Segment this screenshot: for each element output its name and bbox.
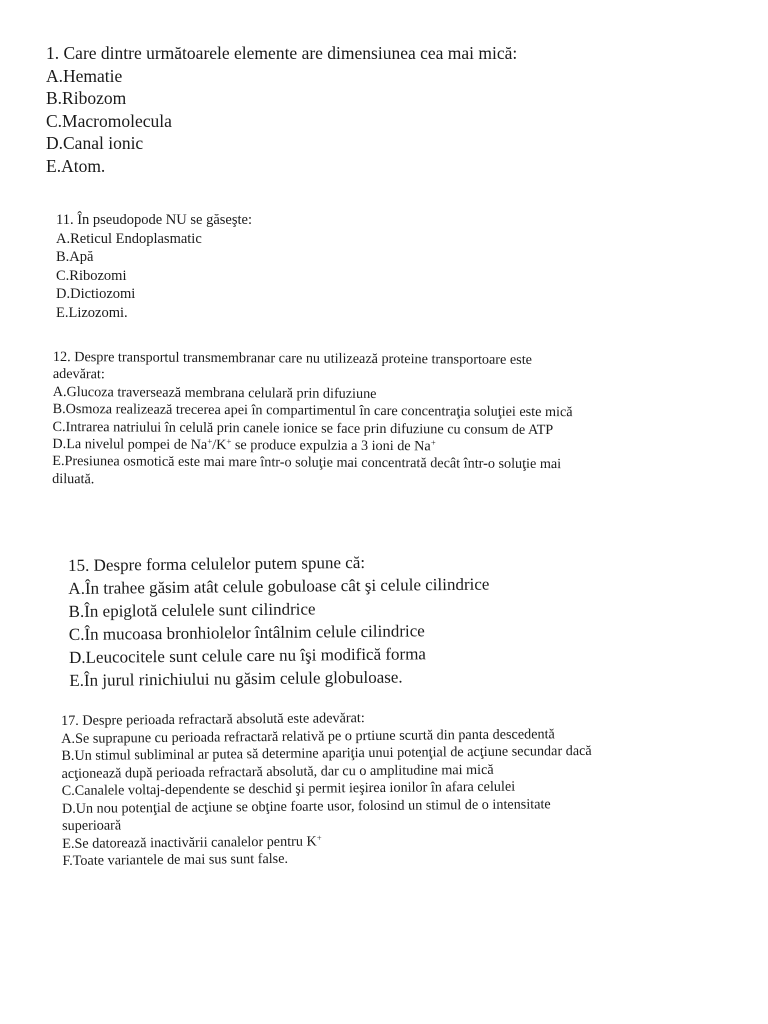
option-d: D.Dictiozomi <box>56 286 136 302</box>
question-1 <box>46 42 517 177</box>
question-11 <box>56 211 252 322</box>
superscript-plus: + <box>207 436 213 447</box>
superscript-plus: + <box>430 437 436 448</box>
option-b: B.Apă <box>56 249 94 265</box>
question-stem-line-1: 12. Despre transportul transmembranar care nu utilizează proteine transportoare este <box>52 349 533 368</box>
option-e: E.Atom. <box>46 155 106 176</box>
option-d-text-3: se produce expulzia a 3 ioni de Na <box>231 437 431 455</box>
option-e-line-2: diluată. <box>52 470 95 488</box>
option-d-line-1: D.Un nou potenţial de acţiune se obţine foarte usor, folosind un stimul de o intensitate <box>61 795 551 817</box>
option-d-text-1: D.La nivelul pompei de Na <box>52 436 208 453</box>
option-d: D.Leucocitele sunt celule care nu îşi modifică forma <box>68 644 427 667</box>
option-a: A.Hematie <box>46 65 123 86</box>
question-17 <box>61 708 593 871</box>
option-c: C.Macromolecula <box>46 110 172 131</box>
option-e-text: E.Se datorează inactivării canalelor pentru K <box>62 833 317 852</box>
option-a: A.Se suprapune cu perioada refractară relativă pe o prtiune scurtă din panta descedentă <box>61 725 555 747</box>
superscript-plus: + <box>316 832 322 843</box>
option-e-line-1: E.Presiunea osmotică este mai mare într-o soluţie mai concentrată decât într-o soluţie mai <box>52 453 562 473</box>
option-a: A.În trahee găsim atât celule gobuloase cât şi celule cilindrice <box>68 574 490 598</box>
question-stem: 1. Care dintre următoarele elemente are dimensiunea cea mai mică: <box>46 43 518 63</box>
superscript-plus: + <box>226 436 232 447</box>
option-b: B.Ribozom <box>46 88 127 108</box>
option-f: F.Toate variantele de mai sus sunt false. <box>62 850 289 869</box>
option-c: C.Ribozomi <box>56 267 127 284</box>
option-c: C.Intrarea natriului în celulă prin canele ionice se face prin difuziune cu consum de ATP <box>52 418 554 438</box>
question-stem: 11. În pseudopode NU se găseşte: <box>56 212 252 228</box>
option-d-text-2: /K <box>212 437 227 454</box>
option-d-line-2: superioară <box>62 817 122 834</box>
option-a: A.Reticul Endoplasmatic <box>56 230 202 247</box>
question-stem-line-2: adevărat: <box>52 366 105 383</box>
option-b-line-1: B.Un stimul subliminal ar putea să determine apariţia unui potenţial de acţiune secundar dacă <box>61 742 592 764</box>
option-c: C.În mucoasa bronhiolelor întâlnim celule cilindrice <box>68 621 425 644</box>
question-12 <box>52 349 573 491</box>
question-15 <box>68 550 490 692</box>
option-e: E.Lizozomi. <box>56 304 128 321</box>
option-e: E.În jurul rinichiului nu găsim celule globuloase. <box>69 667 403 690</box>
option-d: D.Canal ionic <box>46 133 144 153</box>
question-stem: 17. Despre perioada refractară absolută este adevărat: <box>61 710 365 729</box>
option-b: B.În epiglotă celulele sunt cilindrice <box>68 599 316 621</box>
option-b-line-2: acţionează după perioada refractară absolută, dar cu o amplitudine mai mică <box>61 761 494 782</box>
option-c: C.Canalele voltaj-dependente se deschid şi permit ieşirea ionilor în afara celulei <box>61 778 516 799</box>
option-b: B.Osmoza realizează trecerea apei în compartimentul în care concentraţia soluţiei este mică <box>52 401 573 421</box>
question-stem: 15. Despre forma celulelor putem spune că: <box>68 552 366 575</box>
option-a: A.Glucoza traversează membrana celulară prin difuziune <box>52 383 377 402</box>
